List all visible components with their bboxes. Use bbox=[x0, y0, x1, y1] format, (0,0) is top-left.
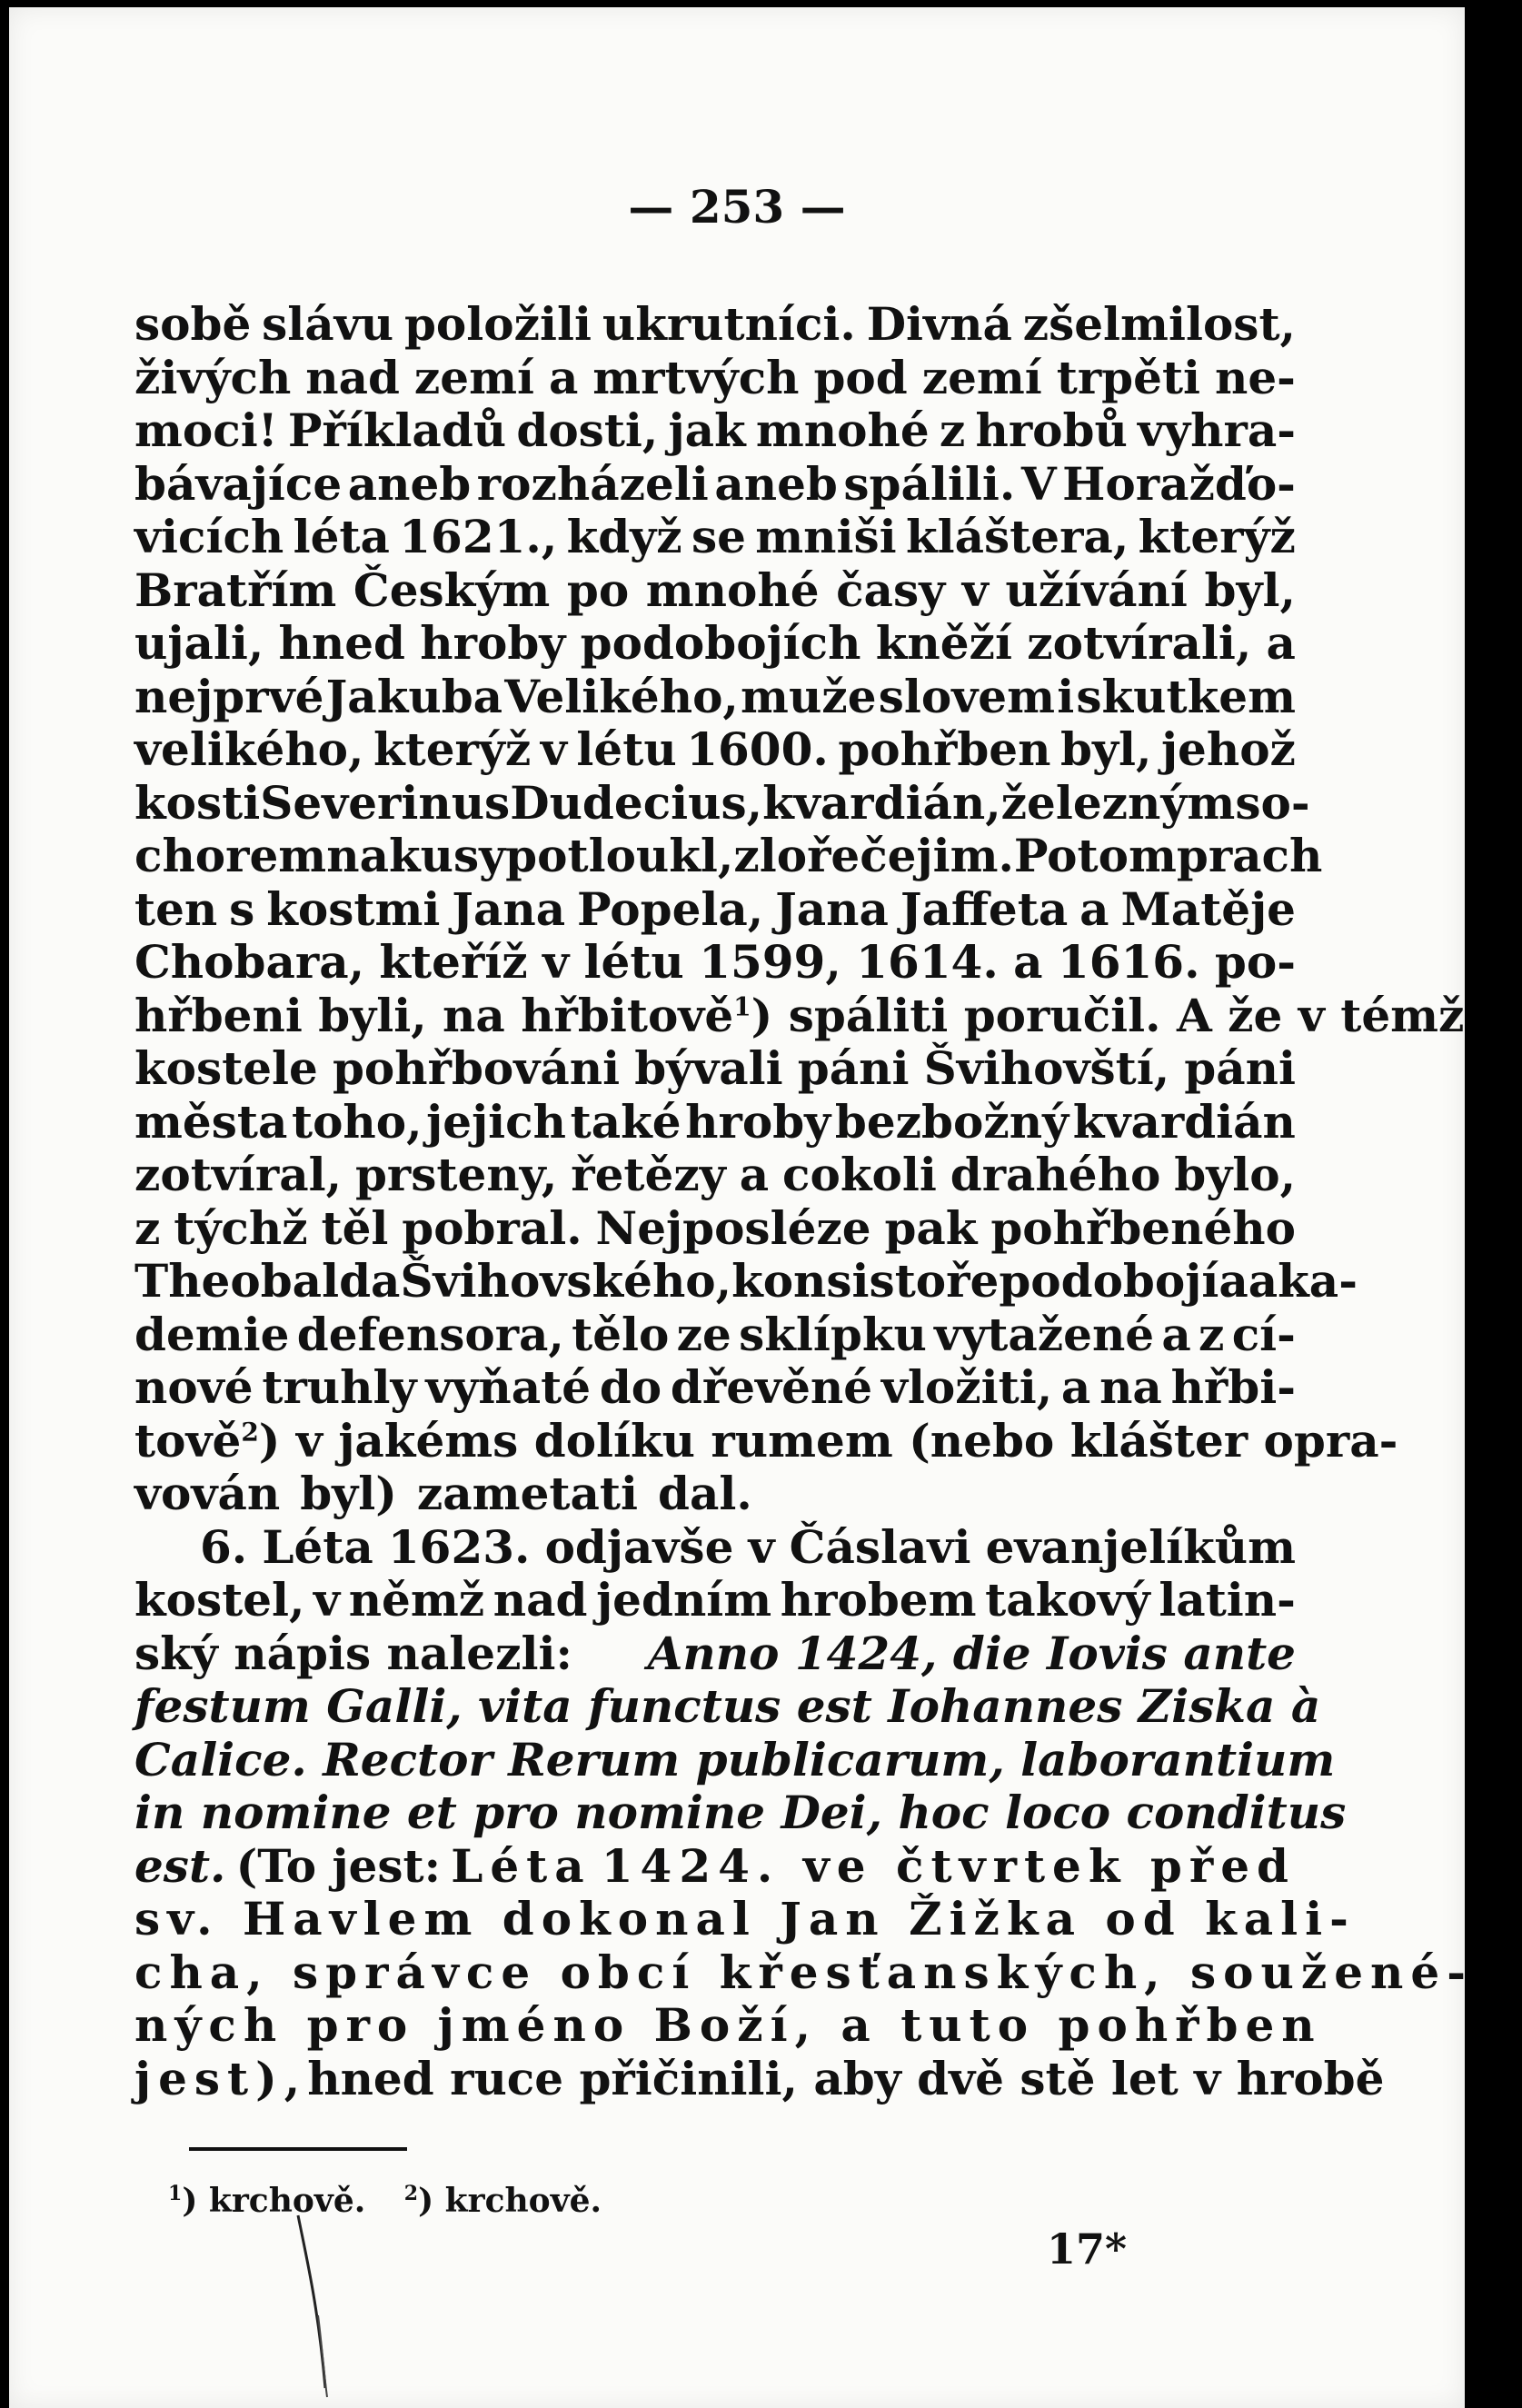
word: létu bbox=[576, 722, 677, 776]
word: podobojích bbox=[580, 616, 861, 670]
word: vován bbox=[134, 1467, 281, 1520]
word: Českým bbox=[353, 562, 551, 617]
word: jak bbox=[668, 403, 746, 457]
word: Jana bbox=[452, 881, 566, 936]
word: Jaffeta bbox=[900, 881, 1069, 936]
word: konsistoře bbox=[731, 1254, 1000, 1308]
word: kterýž bbox=[1138, 510, 1296, 563]
word: v bbox=[961, 562, 989, 617]
word: v bbox=[748, 1519, 775, 1574]
word: ze bbox=[676, 1307, 731, 1361]
word: zemí bbox=[921, 350, 1042, 404]
word: kněží bbox=[875, 616, 1012, 670]
word: Jana bbox=[775, 881, 889, 936]
word: skutkem bbox=[1076, 669, 1296, 723]
word: ujali, bbox=[134, 616, 264, 670]
word: s bbox=[229, 881, 255, 936]
word: v bbox=[542, 935, 570, 989]
text-line bbox=[134, 1574, 1296, 1627]
word: kusy bbox=[388, 829, 506, 882]
word: nejprvé bbox=[134, 669, 324, 723]
word: z bbox=[1199, 1307, 1225, 1361]
word: páni bbox=[797, 1041, 910, 1095]
word: ne- bbox=[1214, 350, 1296, 404]
word: spálili. bbox=[843, 456, 1016, 511]
word: a bbox=[1079, 881, 1109, 936]
word: ten bbox=[134, 881, 218, 936]
word: hrobem bbox=[780, 1573, 977, 1627]
word: aneb bbox=[714, 456, 838, 511]
signature-mark: 17* bbox=[1047, 2224, 1128, 2274]
word: aneb bbox=[347, 456, 472, 511]
word: Bratřím bbox=[134, 562, 337, 617]
word: pobral. bbox=[402, 1200, 582, 1255]
word: tělo bbox=[572, 1307, 670, 1361]
word: zotvíral, bbox=[134, 1148, 343, 1201]
body-text bbox=[134, 297, 1473, 2105]
page-number: — 253 — bbox=[628, 180, 846, 234]
word: hroby bbox=[685, 1094, 831, 1149]
footnote-separator bbox=[189, 2147, 407, 2151]
word: vyňaté bbox=[425, 1360, 592, 1414]
word: kteříž bbox=[379, 935, 528, 989]
word: kostmi bbox=[266, 881, 441, 936]
word: mniši bbox=[755, 510, 897, 563]
footnote-1: $^1$) krchově. bbox=[168, 2182, 366, 2220]
word: pohřben bbox=[838, 722, 1051, 776]
text-line: jest), hned ruce přičinili, aby dvě stě let v hrobě bbox=[134, 2051, 1385, 2105]
text-line: Calice. Rector Rerum publicarum, laborantium bbox=[134, 1732, 1336, 1786]
word: Jakuba bbox=[325, 669, 503, 723]
word: Příkladů bbox=[287, 403, 507, 457]
text-line: ský nápis nalezli: Anno 1424, die Iovis ante bbox=[134, 1626, 1296, 1680]
text-line bbox=[134, 829, 1323, 883]
word: do bbox=[599, 1360, 662, 1414]
text-line bbox=[134, 1468, 1296, 1521]
text-line bbox=[134, 1521, 1296, 1575]
word: také bbox=[570, 1094, 681, 1149]
word: sklípku bbox=[739, 1307, 927, 1361]
word: mrtvých bbox=[592, 350, 800, 404]
footnote-2: $^2$) krchově. bbox=[403, 2182, 602, 2220]
word: a bbox=[1266, 616, 1296, 670]
text-line bbox=[134, 936, 1296, 990]
word: 1621., bbox=[399, 510, 558, 563]
word: Švihovští, bbox=[923, 1041, 1170, 1095]
word: V bbox=[1020, 456, 1057, 511]
word: truhly bbox=[262, 1360, 417, 1414]
word: užívání bbox=[1005, 562, 1188, 617]
text-line bbox=[134, 671, 1296, 724]
book-page bbox=[9, 7, 1473, 2408]
word: demie bbox=[134, 1307, 290, 1361]
word: se bbox=[691, 510, 746, 563]
word: nad bbox=[305, 350, 400, 404]
word: z bbox=[939, 403, 966, 457]
word: jim. bbox=[916, 829, 1014, 882]
word: byl, bbox=[1204, 562, 1296, 617]
word: jejich bbox=[426, 1094, 566, 1149]
word: evanjelíkům bbox=[985, 1519, 1296, 1574]
word: Léta bbox=[262, 1519, 373, 1574]
word: kvardián bbox=[1072, 1094, 1296, 1149]
word: zlořeče bbox=[733, 829, 917, 882]
word: položili bbox=[403, 297, 592, 351]
text-line bbox=[134, 1361, 1296, 1415]
word: potloukl, bbox=[505, 829, 734, 882]
word: dal. bbox=[657, 1467, 752, 1520]
text-line: in nomine et pro nomine Dei, hoc loco conditus bbox=[134, 1786, 1347, 1839]
footnote-ref: 1 bbox=[733, 990, 751, 1021]
word: hřbi- bbox=[1170, 1360, 1296, 1414]
word: a bbox=[548, 350, 579, 404]
word: Potom bbox=[1013, 829, 1177, 882]
word: kterýž bbox=[373, 722, 532, 776]
word: zemí bbox=[413, 350, 534, 404]
word: na bbox=[1099, 1360, 1162, 1414]
word: Dudecius, bbox=[510, 775, 763, 830]
word: dosti, bbox=[516, 403, 659, 457]
word: po bbox=[566, 562, 630, 617]
word: Theobalda bbox=[134, 1254, 401, 1308]
word: i bbox=[1057, 669, 1075, 723]
word: latin- bbox=[1159, 1573, 1296, 1627]
word: velikého, bbox=[134, 722, 364, 776]
word: so- bbox=[1235, 775, 1310, 830]
footnote-ref: 2 bbox=[241, 1416, 259, 1447]
word: zotvírali, bbox=[1027, 616, 1252, 670]
word: na bbox=[326, 829, 389, 882]
text-line: sv. Havlem dokonal Jan Žižka od kali- bbox=[134, 1892, 1356, 1945]
word: a bbox=[739, 1148, 770, 1201]
word: mnohé bbox=[755, 403, 930, 457]
text-line bbox=[134, 723, 1296, 777]
word: kláštera, bbox=[906, 510, 1129, 563]
word: byl) bbox=[300, 1467, 397, 1520]
word: zametati bbox=[416, 1467, 638, 1520]
word: rozházeli bbox=[476, 456, 709, 511]
word: Divná bbox=[866, 297, 1012, 351]
word: byl, bbox=[1060, 722, 1152, 776]
word: živých bbox=[134, 350, 292, 404]
text-line: ných pro jméno Boží, a tuto pohřben bbox=[134, 1998, 1322, 2052]
word: města bbox=[134, 1094, 288, 1149]
word: kosti bbox=[134, 775, 261, 830]
word: po- bbox=[1214, 935, 1296, 989]
word: prach bbox=[1176, 829, 1323, 882]
word: nové bbox=[134, 1360, 254, 1414]
word: bávajíce bbox=[134, 456, 343, 511]
word: bezbožný bbox=[834, 1094, 1069, 1149]
word: cí- bbox=[1231, 1307, 1296, 1361]
word: jehož bbox=[1160, 722, 1296, 776]
word: Horažďo- bbox=[1062, 456, 1296, 511]
text-line bbox=[134, 1202, 1296, 1256]
footnotes bbox=[168, 2182, 602, 2220]
word: pak bbox=[884, 1200, 978, 1255]
word: drahého bbox=[950, 1148, 1161, 1201]
word: jedním bbox=[596, 1573, 772, 1627]
word: odjavše bbox=[544, 1519, 734, 1574]
word: vicích bbox=[134, 510, 284, 563]
word: moci! bbox=[134, 403, 278, 457]
word: Popela, bbox=[577, 881, 764, 936]
text-line: est. (To jest: Léta 1424. ve čtvrtek před bbox=[134, 1838, 1296, 1893]
word: a bbox=[1060, 1360, 1091, 1414]
text-line: hřbeni byli, na hřbitově $^1$) spáliti poručil. A že v témž bbox=[134, 988, 1465, 1042]
word: ukrutníci. bbox=[602, 297, 856, 351]
word: chorem bbox=[134, 829, 327, 882]
word: hrobů bbox=[975, 403, 1128, 457]
word: páni bbox=[1184, 1041, 1296, 1095]
text-line bbox=[134, 1308, 1296, 1362]
word: řetězy bbox=[571, 1148, 726, 1201]
text-line bbox=[134, 775, 1310, 831]
word: mnohé bbox=[645, 562, 820, 617]
word: kostel, bbox=[134, 1573, 305, 1627]
word: 1623. bbox=[387, 1519, 531, 1574]
text-line bbox=[134, 564, 1296, 618]
text-line bbox=[134, 404, 1296, 458]
word: trpěti bbox=[1056, 350, 1201, 404]
word: vytažené bbox=[934, 1307, 1155, 1361]
word: pohřbováni bbox=[332, 1041, 621, 1095]
text-line: festum Galli, vita functus est Iohannes Ziska à bbox=[134, 1679, 1321, 1733]
word: podobojí bbox=[999, 1254, 1219, 1308]
text-line bbox=[134, 352, 1296, 405]
word: defensora, bbox=[296, 1307, 564, 1361]
pen-mark-icon bbox=[282, 2206, 354, 2406]
word: létu bbox=[583, 935, 684, 989]
word: týchž bbox=[174, 1200, 308, 1255]
word: bylo, bbox=[1174, 1148, 1296, 1201]
word: Čáslavi bbox=[789, 1519, 971, 1574]
word: prsteny, bbox=[354, 1148, 558, 1201]
word: hroby bbox=[420, 616, 566, 670]
text-line bbox=[134, 883, 1296, 937]
text-line bbox=[134, 1042, 1296, 1096]
text-line bbox=[134, 1254, 1358, 1308]
word: 1599, bbox=[699, 935, 841, 989]
word: léta bbox=[293, 510, 390, 563]
word: dřevěné bbox=[670, 1360, 873, 1414]
text-line: cha, správce obcí křesťanských, soužené- bbox=[134, 1945, 1473, 1999]
word: těl bbox=[321, 1200, 389, 1255]
text-line: tově$^2$) v jakéms dolíku rumem (nebo klášter opra- bbox=[134, 1413, 1398, 1468]
word: toho, bbox=[291, 1094, 423, 1149]
word: v bbox=[540, 722, 567, 776]
word: cokoli bbox=[782, 1148, 937, 1201]
text-line bbox=[134, 617, 1296, 671]
word: nad bbox=[492, 1573, 588, 1627]
word: a bbox=[1161, 1307, 1191, 1361]
word: pod bbox=[813, 350, 908, 404]
word: a bbox=[1013, 935, 1043, 989]
word: slovem bbox=[878, 669, 1055, 723]
word: Severinus bbox=[260, 775, 511, 830]
text-line bbox=[134, 511, 1296, 564]
word: železným bbox=[1000, 775, 1236, 830]
word: Matěje bbox=[1120, 881, 1296, 936]
word: 6. bbox=[200, 1519, 248, 1574]
word: z bbox=[134, 1200, 161, 1255]
word: Švihovského, bbox=[400, 1254, 732, 1308]
word: muže bbox=[741, 669, 877, 723]
word: 1600. bbox=[686, 722, 829, 776]
word: časy bbox=[836, 562, 946, 617]
word: a bbox=[1219, 1254, 1248, 1308]
word: slávu bbox=[262, 297, 394, 351]
word: vložiti, bbox=[880, 1360, 1053, 1414]
word: v bbox=[313, 1573, 341, 1627]
word: zšelmilost, bbox=[1022, 297, 1296, 351]
word: Chobara, bbox=[134, 935, 365, 989]
word: 1616. bbox=[1057, 935, 1200, 989]
word: němž bbox=[348, 1573, 485, 1627]
word: když bbox=[566, 510, 682, 563]
text-line bbox=[134, 298, 1296, 352]
word: kvardián, bbox=[762, 775, 1001, 830]
word: hned bbox=[278, 616, 406, 670]
word: aka- bbox=[1248, 1254, 1358, 1308]
word: bývali bbox=[634, 1041, 783, 1095]
word: 1614. bbox=[856, 935, 999, 989]
text-line bbox=[134, 1149, 1296, 1202]
word: sobě bbox=[134, 297, 252, 351]
word: vyhra- bbox=[1138, 403, 1296, 457]
word: takový bbox=[985, 1573, 1150, 1627]
word: Nejposléze bbox=[595, 1200, 871, 1255]
word: kostele bbox=[134, 1041, 318, 1095]
word: Velikého, bbox=[504, 669, 739, 723]
text-line bbox=[134, 1096, 1296, 1149]
word: pohřbeného bbox=[990, 1200, 1296, 1255]
text-line bbox=[134, 458, 1296, 512]
